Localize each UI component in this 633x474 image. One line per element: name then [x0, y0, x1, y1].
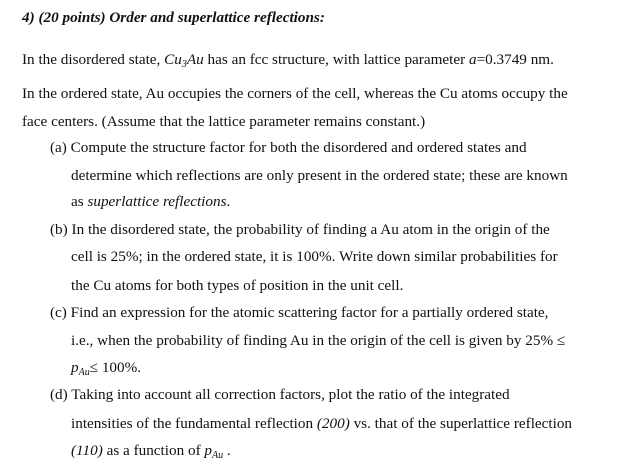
- part-d-line-3: (110) as a function of $p_{Au}$ .: [71, 442, 231, 461]
- problem-heading: [22, 8, 325, 28]
- part-c-line-1: (c) Find an expression for the atomic scattering factor for a partially ordered state,: [50, 304, 549, 321]
- lattice-value: =0.3749 nm.: [476, 51, 554, 68]
- reflection-110: (110): [71, 442, 103, 459]
- problem-number: 4): [22, 9, 35, 26]
- p-au-symbol: $p_{Au}$: [71, 359, 90, 378]
- part-a-line-3: as superlattice reflections.: [71, 193, 231, 210]
- part-b-line-2: cell is 25%; in the ordered state, it is 100%. Write down similar probabilities for: [71, 248, 558, 265]
- problem-title: Order and superlattice reflections:: [109, 9, 325, 26]
- formula-cu3au: $Cu_3Au$: [164, 51, 204, 70]
- problem-points: (20 points): [38, 9, 106, 26]
- part-d-line-1: (d) Taking into account all correction factors, plot the ratio of the integrated: [50, 386, 510, 403]
- part-c-line-2: i.e., when the probability of finding Au in the origin of the cell is given by 25% ≤: [71, 332, 566, 349]
- part-a-line-1: (a) Compute the structure factor for both the disordered and ordered states and: [50, 139, 527, 156]
- p-au-symbol: $p_{Au}$: [204, 442, 224, 461]
- lattice-symbol: a: [468, 51, 477, 68]
- superlattice-term: superlattice reflections: [87, 193, 227, 210]
- reflection-200: (200): [316, 415, 350, 432]
- intro-line-1: In the disordered state, $Cu_3Au$ has an fcc structure, with lattice parameter a=0.3749 nm.: [22, 51, 554, 70]
- part-b-line-1: (b) In the disordered state, the probability of finding a Au atom in the origin of the: [50, 221, 550, 238]
- part-a-line-2: determine which reflections are only present in the ordered state; these are known: [71, 167, 568, 184]
- part-d-line-2: intensities of the fundamental reflection (200) vs. that of the superlattice reflection: [71, 415, 573, 432]
- intro-line-2: In the ordered state, Au occupies the corners of the cell, whereas the Cu atoms occupy the: [22, 85, 568, 102]
- intro-line-3: face centers. (Assume that the lattice parameter remains constant.): [22, 113, 426, 130]
- part-c-line-3: $p_{Au}\le 100\%$.: [71, 359, 142, 378]
- part-b-line-3: the Cu atoms for both types of position in the unit cell.: [71, 277, 404, 294]
